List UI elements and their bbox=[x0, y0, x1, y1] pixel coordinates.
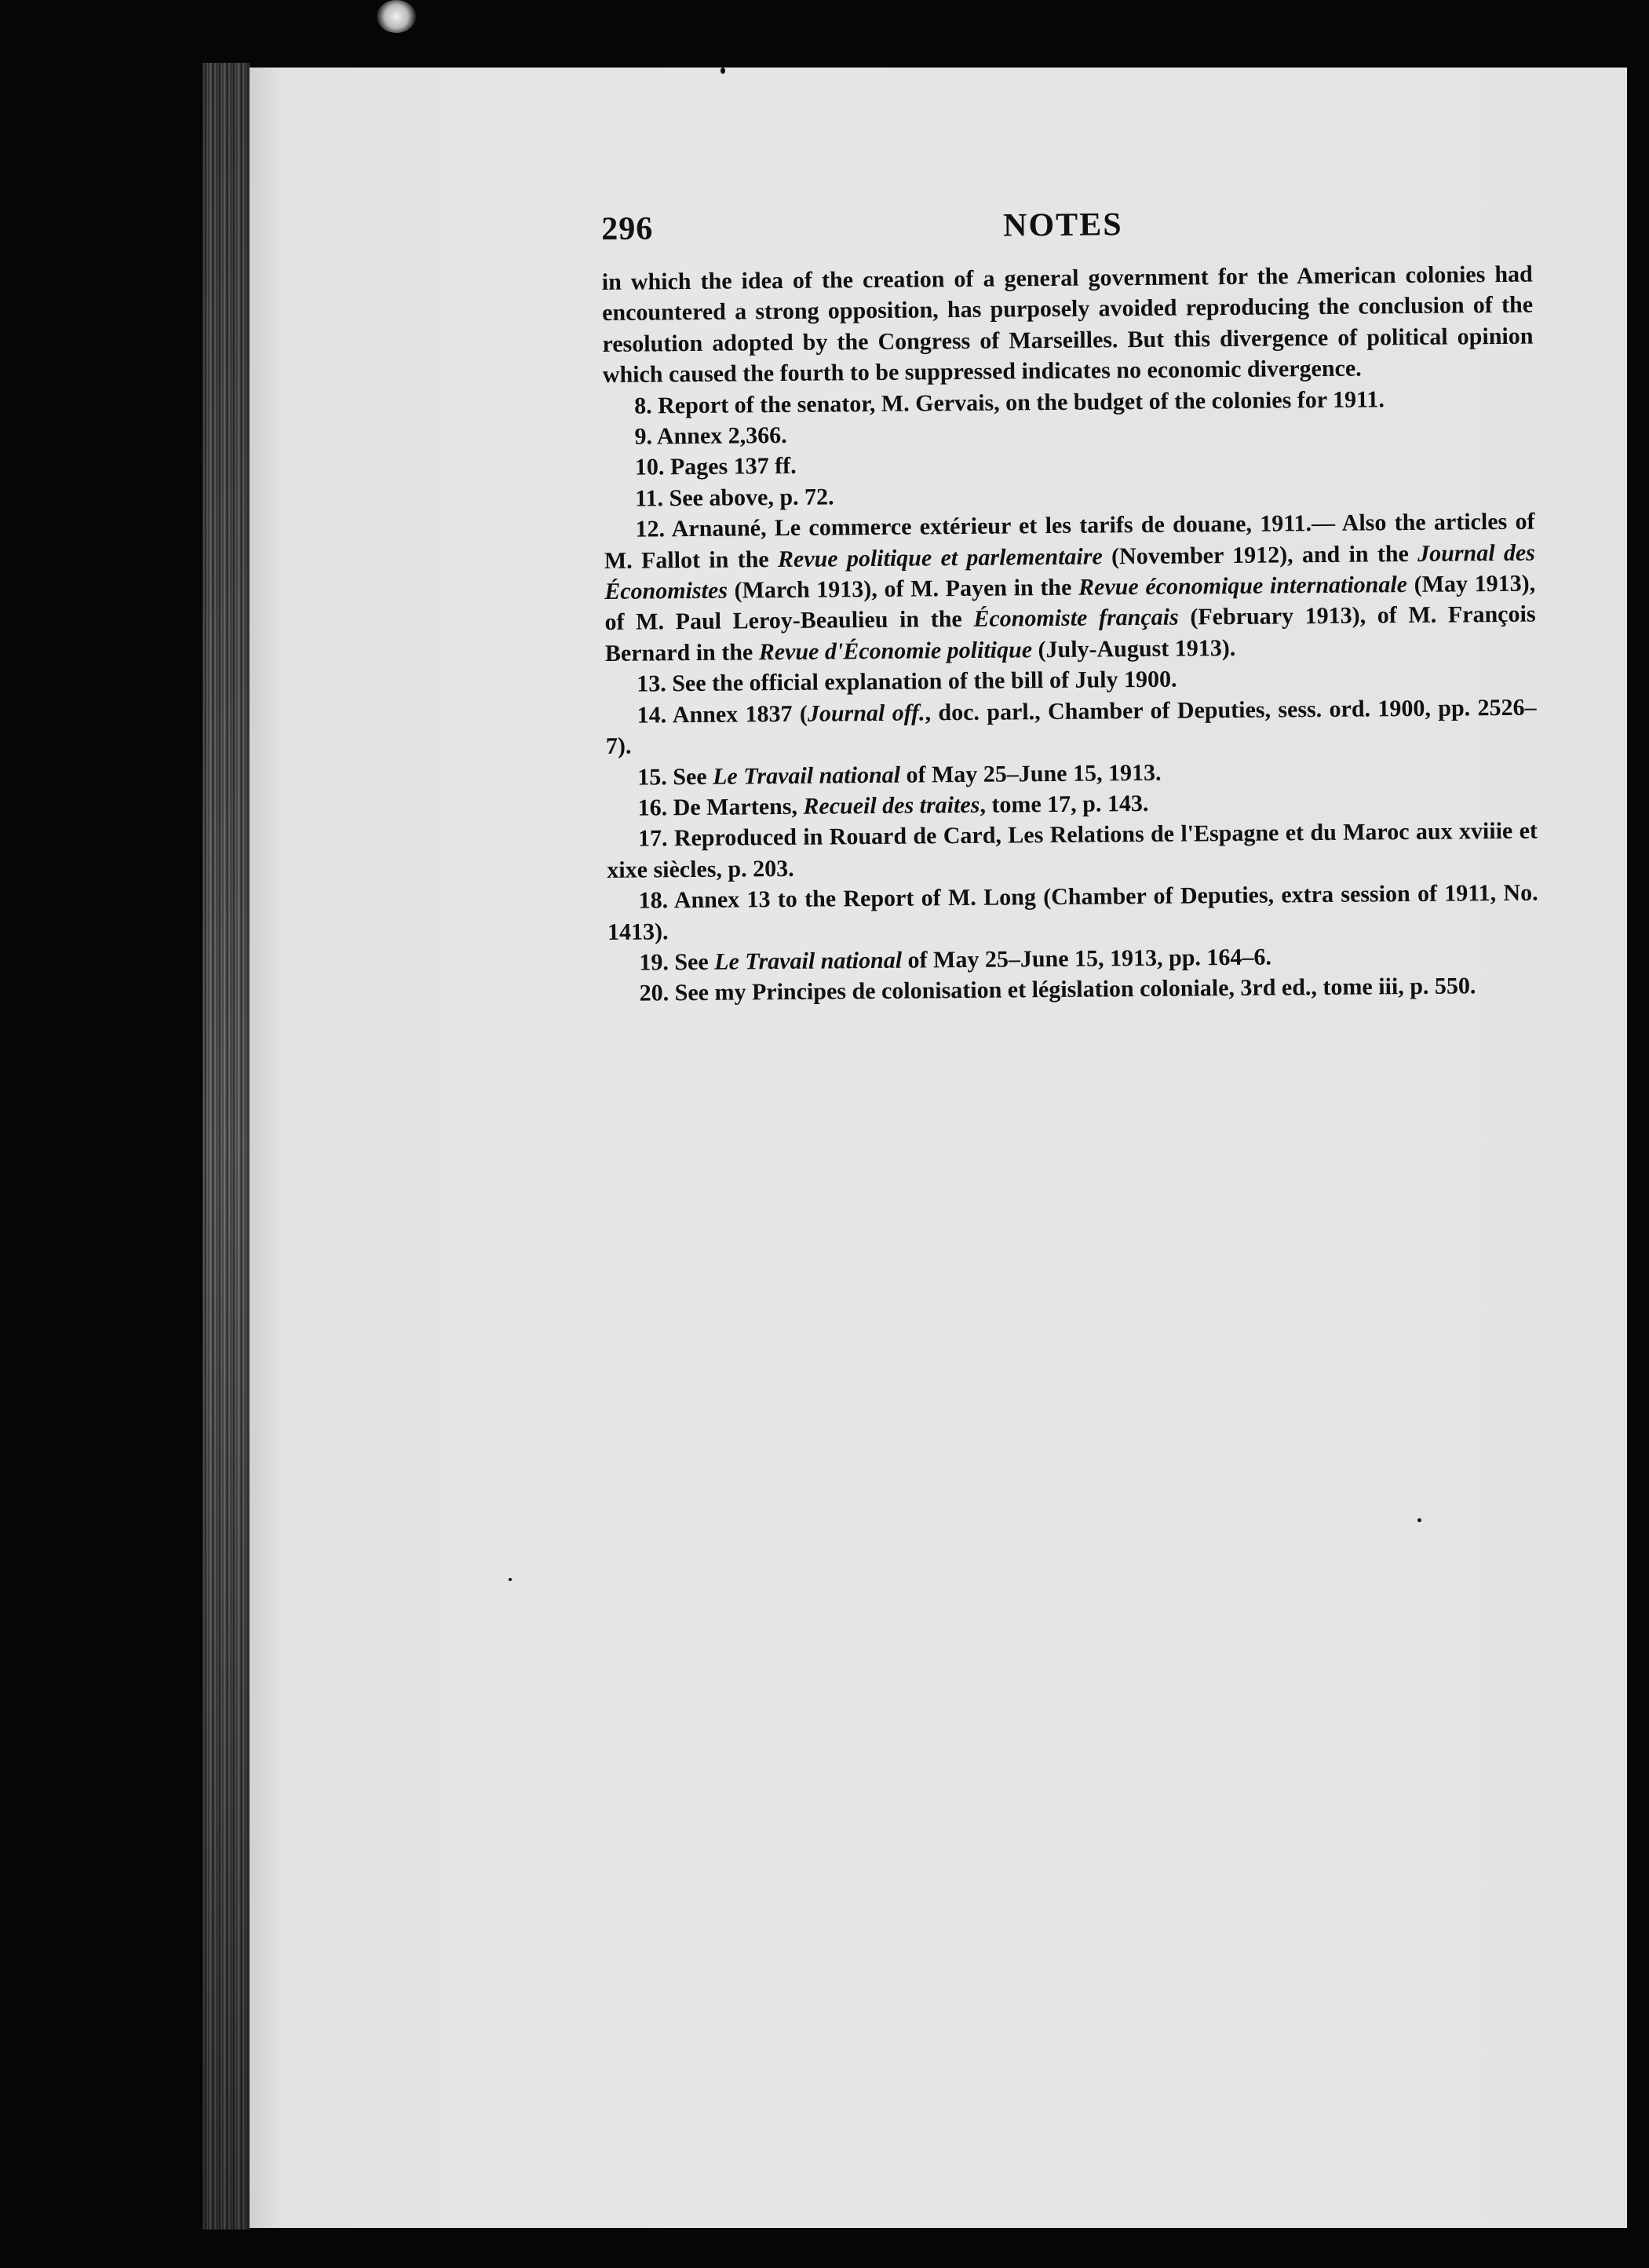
note-number: 16. bbox=[637, 794, 668, 821]
note-number: 20. bbox=[639, 980, 669, 1006]
note-number: 17. bbox=[637, 825, 668, 852]
note-text: Arnauné, Le commerce extérieur et les tarifs de douane, 1911.— Also the articles of M. Fallot in the bbox=[604, 508, 1535, 574]
page-text bbox=[601, 203, 1539, 1010]
note-text: , tome 17, p. 143. bbox=[980, 790, 1149, 818]
note-17 bbox=[607, 816, 1538, 886]
note-number: 15. bbox=[637, 763, 667, 791]
note-text: See above, p. 72. bbox=[669, 484, 834, 512]
note-text: (November 1912), and in the bbox=[1102, 540, 1418, 570]
note-text: of May 25–June 15, 1913. bbox=[899, 759, 1162, 788]
speck bbox=[721, 68, 725, 74]
note-number: 11. bbox=[635, 485, 664, 512]
note-number: 13. bbox=[637, 670, 666, 697]
note-14 bbox=[605, 692, 1537, 761]
journal-title: Le Travail national bbox=[714, 947, 903, 975]
note-text: See the official explanation of the bill of July 1900. bbox=[672, 666, 1177, 697]
journal-title: Journal des Économistes bbox=[604, 539, 1536, 605]
note-number: 18. bbox=[638, 887, 669, 914]
note-number: 10. bbox=[634, 454, 665, 481]
continuation-paragraph: in which the idea of the creation of a general government for the American colonies had encountered a strong opposition, has purposely avoided reproducing the conclusion of the resolution adopted by the Congress of Marseilles. But this divergence of political opinion which caused the fourth to be suppressed indicates no economic divergence. bbox=[601, 261, 1534, 389]
note-text: See bbox=[673, 763, 713, 790]
note-text: Annex 13 to the Report of M. Long (Chamber of Deputies, extra session of 1911, No. 1413). bbox=[607, 879, 1538, 945]
note-text: (May 1913), of M. Paul Leroy-Beaulieu in the bbox=[604, 570, 1536, 636]
note-text: of May 25–June 15, 1913, pp. 164–6. bbox=[901, 944, 1272, 973]
note-text: (February 1913), of M. François Bernard in the bbox=[604, 601, 1536, 667]
journal-title: Recueil des traites bbox=[803, 791, 980, 820]
journal-title: Économiste français bbox=[973, 604, 1179, 633]
note-text: Annex 2,366. bbox=[656, 422, 787, 450]
note-text: (March 1913), of M. Payen in the bbox=[727, 574, 1079, 604]
note-12 bbox=[604, 506, 1536, 669]
page-header bbox=[601, 203, 1533, 267]
note-text: (July-August 1913). bbox=[1031, 634, 1236, 663]
book-page-edges bbox=[202, 63, 250, 2230]
note-number: 19. bbox=[639, 949, 669, 976]
note-18 bbox=[607, 878, 1539, 948]
note-number: 9. bbox=[634, 423, 653, 450]
speck bbox=[1417, 1518, 1421, 1522]
journal-title: Le Travail national bbox=[712, 761, 901, 790]
note-text: Reproduced in Rouard de Card, Les Relations de l'Espagne et du Maroc aux xviiie et xixe siècles, p. 203. bbox=[607, 817, 1538, 883]
journal-title: Revue économique internationale bbox=[1078, 572, 1408, 601]
note-text: Annex 1837 ( bbox=[672, 700, 808, 728]
note-text: See bbox=[674, 948, 715, 976]
note-text: De Martens, bbox=[673, 793, 804, 821]
page-number: 296 bbox=[601, 210, 654, 247]
running-head: NOTES bbox=[1002, 206, 1123, 244]
note-number: 12. bbox=[635, 516, 666, 542]
note-text: , doc. parl., Chamber of Deputies, sess. ord. 1900, pp. 2526–7). bbox=[605, 694, 1537, 760]
journal-title: Revue politique et parlementaire bbox=[777, 543, 1103, 572]
speck bbox=[509, 1578, 512, 1581]
note-text: See my Principes de colonisation et législation coloniale, 3rd ed., tome iii, p. 550. bbox=[674, 973, 1476, 1006]
journal-title: Revue d'Économie politique bbox=[758, 637, 1033, 666]
note-number: 14. bbox=[637, 701, 667, 729]
note-number: 8. bbox=[634, 393, 652, 419]
note-text: Pages 137 ff. bbox=[669, 453, 797, 480]
note-text: Report of the senator, M. Gervais, on the budget of the colonies for 1911. bbox=[658, 385, 1385, 419]
journal-title: Journal off. bbox=[807, 699, 925, 727]
scan-smudge bbox=[377, 0, 416, 33]
